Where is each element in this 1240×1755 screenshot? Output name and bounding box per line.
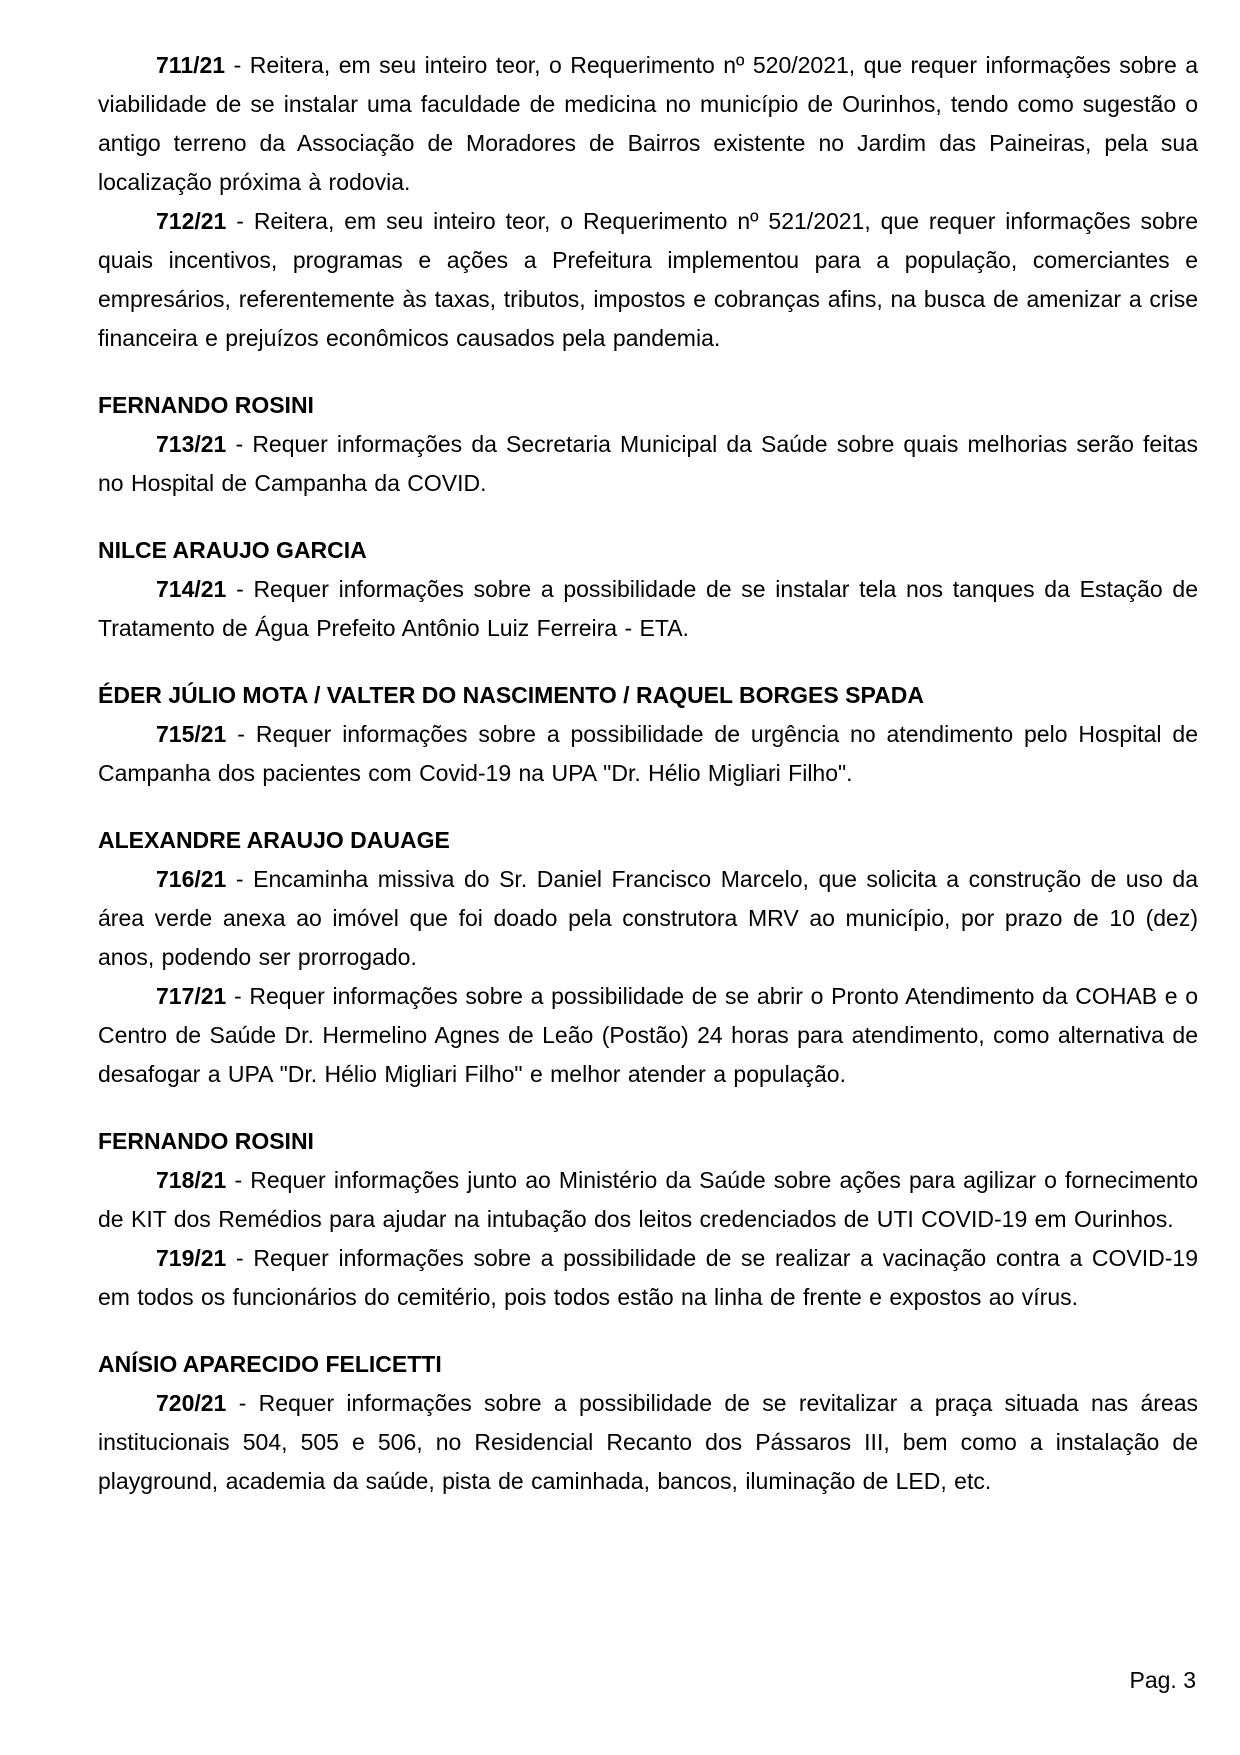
page-number: Pag. 3 (1129, 1667, 1196, 1693)
requerimento-paragraph (98, 977, 1198, 1094)
requerimento-paragraph (98, 1161, 1198, 1239)
item-text: - Requer informações sobre a possibilidade de se revitalizar a praça situada nas áreas institucionais 504, 505 e 506, no Residencial Recanto dos Pássaros III, bem como a instalação de playground, academia da saúde, pista de caminhada, bancos, iluminação de LED, etc. (98, 1390, 1198, 1494)
requerimento-paragraph (98, 425, 1198, 503)
document-body (98, 46, 1198, 1501)
item-number: 715/21 (156, 721, 227, 747)
item-number: 711/21 (156, 52, 226, 78)
author-heading: ÉDER JÚLIO MOTA / VALTER DO NASCIMENTO / RAQUEL BORGES SPADA (98, 682, 924, 708)
item-number: 717/21 (156, 983, 227, 1009)
item-number: 713/21 (156, 431, 227, 457)
item-text: - Requer informações sobre a possibilidade de se abrir o Pronto Atendimento da COHAB e o Centro de Saúde Dr. Hermelino Agnes de Leão (Postão) 24 horas para atendimento, como alternativa de desafogar a UPA "Dr. Hélio Migliari Filho" e melhor atender a população. (98, 983, 1199, 1087)
item-text: - Requer informações sobre a possibilidade de se instalar tela nos tanques da Estação de Tratamento de Água Prefeito Antônio Luiz Ferreira - ETA. (98, 576, 1198, 641)
author-heading: FERNANDO ROSINI (98, 392, 314, 418)
item-number: 716/21 (156, 866, 227, 892)
item-number: 712/21 (156, 208, 227, 234)
item-text: - Encaminha missiva do Sr. Daniel Francisco Marcelo, que solicita a construção de uso da área verde anexa ao imóvel que foi doado pela construtora MRV ao município, por prazo de 10 (dez) anos, podendo ser prorrogado. (98, 866, 1199, 970)
item-number: 719/21 (156, 1245, 227, 1271)
item-text: - Requer informações sobre a possibilidade de se realizar a vacinação contra a COVID-19 em todos os funcionários do cemitério, pois todos estão na linha de frente e expostos ao vírus. (98, 1245, 1198, 1310)
author-heading: FERNANDO ROSINI (98, 1128, 314, 1154)
requerimento-paragraph (98, 46, 1198, 202)
item-text: - Requer informações junto ao Ministério da Saúde sobre ações para agilizar o fornecimento de KIT dos Remédios para ajudar na intubação dos leitos credenciados de UTI COVID-19 em Ourinhos. (98, 1167, 1198, 1232)
requerimento-paragraph (98, 202, 1198, 358)
requerimento-paragraph (98, 860, 1198, 977)
author-heading: ANÍSIO APARECIDO FELICETTI (98, 1351, 442, 1377)
item-text: - Requer informações da Secretaria Municipal da Saúde sobre quais melhorias serão feitas no Hospital de Campanha da COVID. (98, 431, 1199, 496)
item-number: 718/21 (156, 1167, 227, 1193)
item-number: 714/21 (156, 576, 227, 602)
requerimento-paragraph (98, 570, 1198, 648)
item-text: - Reitera, em seu inteiro teor, o Requerimento nº 520/2021, que requer informações sobre a viabilidade de se instalar uma faculdade de medicina no município de Ourinhos, tendo como sugestão o antigo terreno da Associação de Moradores de Bairros existente no Jardim das Paineiras, pela sua localização próxima à rodovia. (98, 52, 1199, 195)
author-heading: NILCE ARAUJO GARCIA (98, 537, 367, 563)
item-number: 720/21 (156, 1390, 227, 1416)
requerimento-paragraph (98, 1239, 1198, 1317)
item-text: - Requer informações sobre a possibilidade de urgência no atendimento pelo Hospital de Campanha dos pacientes com Covid-19 na UPA "Dr. Hélio Migliari Filho". (98, 721, 1198, 786)
requerimento-paragraph (98, 715, 1198, 793)
requerimento-paragraph (98, 1384, 1198, 1501)
item-text: - Reitera, em seu inteiro teor, o Requerimento nº 521/2021, que requer informações sobre quais incentivos, programas e ações a Prefeitura implementou para a população, comerciantes e empresários, referentemente às taxas, tributos, impostos e cobranças afins, na busca de amenizar a crise financeira e prejuízos econômicos causados pela pandemia. (98, 208, 1199, 351)
author-heading: ALEXANDRE ARAUJO DAUAGE (98, 827, 450, 853)
